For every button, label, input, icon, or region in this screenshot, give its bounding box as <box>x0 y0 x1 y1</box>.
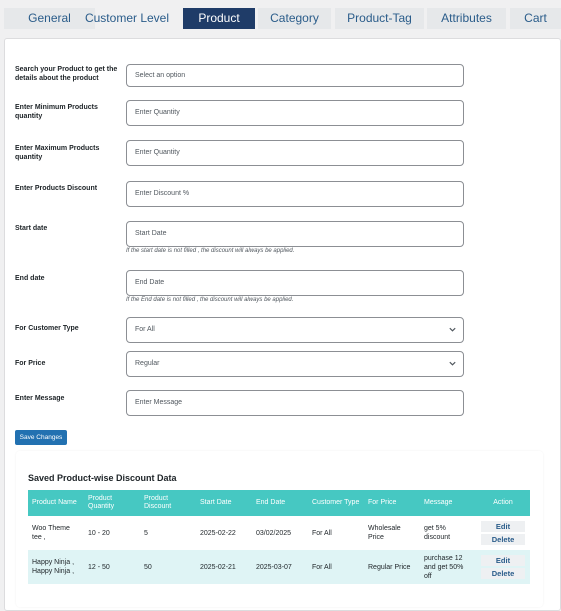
col-product-name: Product Name <box>28 490 84 516</box>
tab-cart[interactable]: Cart <box>510 8 561 29</box>
min-quantity-input[interactable]: Enter Quantity <box>126 100 464 126</box>
delete-button[interactable]: Delete <box>481 568 525 579</box>
col-product-discount: Product Discount <box>140 490 196 516</box>
cell-quantity: 10 - 20 <box>84 516 140 550</box>
cell-start-date: 2025-02-21 <box>196 550 252 584</box>
start-date-input[interactable]: Start Date <box>126 221 464 247</box>
min-quantity-label: Enter Minimum Products quantity <box>15 104 98 120</box>
discount-label: Enter Products Discount <box>15 185 98 192</box>
message-input[interactable]: Enter Message <box>126 390 464 416</box>
col-action: Action <box>476 490 530 516</box>
saved-discounts-table <box>28 490 530 584</box>
col-product-quantity: Product Quantity <box>84 490 140 516</box>
table-row <box>28 550 530 584</box>
cell-action <box>476 516 530 550</box>
cell-message: get 5% discount <box>420 516 476 550</box>
col-for-price: For Price <box>364 490 420 516</box>
saved-discounts-title: Saved Product-wise Discount Data <box>28 473 177 483</box>
cell-message: purchase 12 and get 50% off <box>420 550 476 584</box>
price-select[interactable] <box>126 351 464 377</box>
tab-product-tag[interactable]: Product-Tag <box>335 8 424 29</box>
cell-product-name: Happy Ninja , Happy Ninja , <box>28 550 84 584</box>
chevron-down-icon <box>448 325 457 334</box>
tab-category[interactable]: Category <box>258 8 331 29</box>
save-changes-button[interactable]: Save Changes <box>15 430 67 445</box>
cell-discount: 5 <box>140 516 196 550</box>
col-start-date: Start Date <box>196 490 252 516</box>
tab-attributes[interactable]: Attributes <box>427 8 506 29</box>
cell-for-price: Regular Price <box>364 550 420 584</box>
product-discount-panel <box>4 38 561 611</box>
tab-customer-level[interactable]: Customer Level <box>84 11 170 25</box>
delete-button[interactable]: Delete <box>481 534 525 545</box>
discount-input[interactable]: Enter Discount % <box>126 181 464 207</box>
product-search-select[interactable]: Select an option <box>126 64 464 87</box>
cell-customer-type: For All <box>308 516 364 550</box>
cell-end-date: 2025-03-07 <box>252 550 308 584</box>
chevron-down-icon <box>448 359 457 368</box>
cell-end-date: 03/02/2025 <box>252 516 308 550</box>
cell-discount: 50 <box>140 550 196 584</box>
customer-type-label: For Customer Type <box>15 325 79 332</box>
cell-customer-type: For All <box>308 550 364 584</box>
cell-action <box>476 550 530 584</box>
price-label: For Price <box>15 360 46 367</box>
tab-product[interactable]: Product <box>183 8 255 29</box>
end-date-hint: If the End date is not filled , the discount will always be applied. <box>126 297 294 303</box>
message-label: Enter Message <box>15 395 65 402</box>
table-row <box>28 516 530 550</box>
col-end-date: End Date <box>252 490 308 516</box>
settings-tabs <box>0 8 561 29</box>
cell-quantity: 12 - 50 <box>84 550 140 584</box>
price-value: Regular <box>135 360 160 367</box>
customer-type-select[interactable] <box>126 317 464 343</box>
col-customer-type: Customer Type <box>308 490 364 516</box>
end-date-label: End date <box>15 275 45 282</box>
tab-general[interactable]: General <box>4 8 95 29</box>
edit-button[interactable]: Edit <box>481 555 525 566</box>
col-message: Message <box>420 490 476 516</box>
end-date-input[interactable]: End Date <box>126 270 464 296</box>
customer-type-value: For All <box>135 326 155 333</box>
start-date-label: Start date <box>15 225 48 232</box>
cell-start-date: 2025-02-22 <box>196 516 252 550</box>
max-quantity-label: Enter Maximum Products quantity <box>15 145 100 161</box>
edit-button[interactable]: Edit <box>481 521 525 532</box>
max-quantity-input[interactable]: Enter Quantity <box>126 140 464 166</box>
table-header-row <box>28 490 530 516</box>
search-product-label: Search your Product to get the details about the product <box>15 66 118 82</box>
cell-for-price: Wholesale Price <box>364 516 420 550</box>
saved-discounts-card <box>16 451 543 607</box>
cell-product-name: Woo Theme tee , <box>28 516 84 550</box>
start-date-hint: If the start date is not filled , the discount will always be applied. <box>126 248 295 254</box>
